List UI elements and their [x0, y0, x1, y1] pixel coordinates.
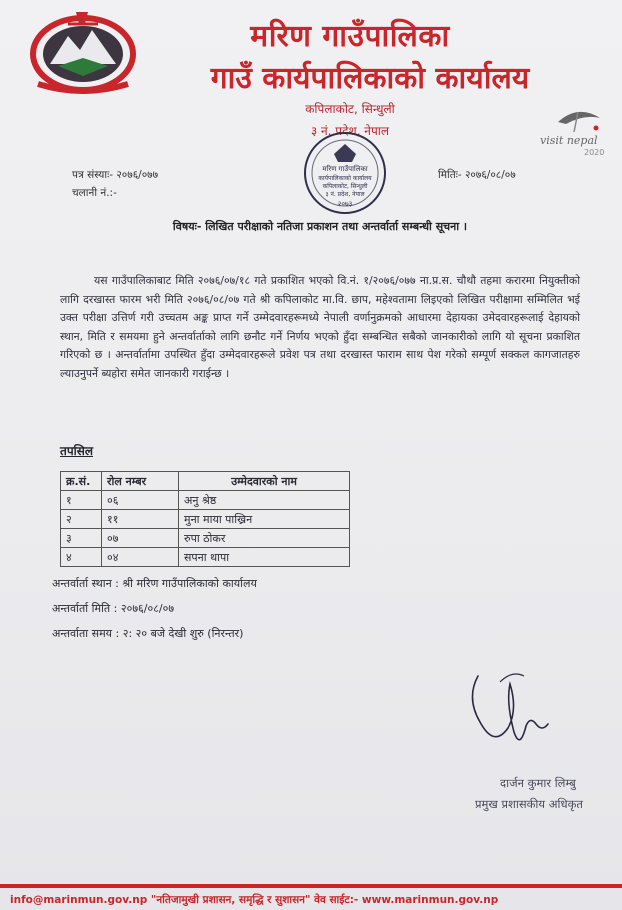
name-cell: मुना माया पाख्रिन — [179, 510, 350, 529]
details-label: तपसिल — [60, 444, 94, 458]
seal-text-line4: ३ नं. प्रदेश, नेपाल — [325, 191, 365, 198]
signatory-name: दार्जन कुमार लिम्बु — [500, 776, 576, 790]
letter-reference-number: पत्र संस्याः- २०७६/०७७ — [72, 169, 159, 181]
interview-date: अन्तर्वार्ता मिति : २०७६/०८/०७ — [52, 602, 175, 615]
name-cell: रुपा ठोकर — [179, 529, 350, 548]
office-title-line2: गाउँ कार्यपालिकाको कार्यालय — [210, 61, 530, 96]
table-row — [61, 510, 350, 529]
nepal-emblem-logo — [28, 6, 138, 94]
seal-text-line3: कपिलाकोट, सिन्धुली — [322, 183, 368, 190]
signature-mark — [460, 662, 560, 762]
roll-cell: ११ — [102, 510, 179, 529]
seal-text-line2: कार्यपालिकाको कार्यालय — [318, 175, 372, 182]
interview-location: अन्तर्वार्ता स्थान : श्री मरिण गाउँपालिकाको कार्यालय — [52, 577, 257, 590]
letter-subject: विषयः- लिखित परीक्षाको नतिजा प्रकाशन तथा अन्तर्वार्ता सम्बन्धी सूचना । — [172, 220, 468, 233]
dispatch-number: चलानी नं.:- — [72, 187, 117, 199]
letter-body: यस गाउँपालिकाबाट मिति २०७६/०७/१८ गते प्रकाशित भएको वि.नं. १/२०७६/०७७ ना.प्र.स. चौथौ तहमा करारमा नियुक्तीको लागि दरखास्त फारम भरी मिति २०७६/०८/०७ गते श्री कपिलाकोट मा.वि. छाप, महेश्वतामा लिइएको लिखित परीक्षामा सम्मिलित भई उक्त परीक्षा उत्तिर्ण गरी उच्चतम अङ्क प्राप्त गर्ने उम्मेदवारहरूमध्ये नेपाली वर्णानुक्रमको आधारमा देहायका उमेदवारहरूलाई देहायको स्थान, मिति र समयमा हुने अन्तर्वार्ताको लागि छनौट गर्ने निर्णय भएको हुँदा सम्बन्धित सबैको जानकारीको लागि यो सूचना प्रकाशित गरिएको छ । अन्तर्वार्तामा उपस्थित हुँदा उम्मेदवारहरूले प्रवेश पत्र तथा दरखास्त फाराम साथ पेश गरेको सम्पूर्ण सक्कल कागजातहरु ल्याउनुपर्ने ब्यहोरा समेत जानकारी गराईन्छ । — [60, 274, 580, 380]
candidate-table — [60, 471, 350, 567]
roll-cell: ०६ — [102, 491, 179, 510]
office-address-line1: कपिलाकोट, सिन्धुली — [305, 102, 395, 116]
serial-cell: १ — [61, 491, 102, 510]
office-address-line2: ३ नं. प्रदेश, नेपाल — [310, 124, 390, 138]
signatory-title: प्रमुख प्रशासकीय अधिकृत — [475, 797, 583, 811]
col-roll-header: रोल नम्बर — [102, 472, 179, 491]
col-name-header: उम्मेदवारको नाम — [179, 472, 350, 491]
table-row — [61, 491, 350, 510]
visit-nepal-logo — [536, 100, 618, 160]
interview-time: अन्तर्वाता समय : २: २० बजे देखी शुरु (निरन्तर) — [52, 627, 244, 640]
serial-cell: ४ — [61, 548, 102, 567]
letter-date: मितिः- २०७६/०८/०७ — [438, 169, 516, 181]
roll-cell: ०४ — [102, 548, 179, 567]
footer-divider — [0, 884, 622, 888]
serial-cell: ३ — [61, 529, 102, 548]
serial-cell: २ — [61, 510, 102, 529]
seal-text-line1: मरिण गाउँपालिका — [322, 165, 368, 173]
col-serial-header: क्र.सं. — [61, 472, 102, 491]
table-header-row — [61, 472, 350, 491]
table-row — [61, 548, 350, 567]
table-row — [61, 529, 350, 548]
name-cell: अनु श्रेष्ठ — [179, 491, 350, 510]
name-cell: सपना थापा — [179, 548, 350, 567]
footer-contact: info@marinmun.gov.np "नतिजामुखी प्रशासन, समृद्धि र सुशासन" वेव साईट:- www.marinmun.gov.np — [10, 894, 499, 906]
visit-nepal-text: visit nepal — [540, 134, 598, 147]
visit-nepal-year: 2020 — [584, 148, 605, 157]
seal-year: २०७३ — [337, 200, 353, 208]
office-title-line1: मरिण गाउँपालिका — [250, 19, 450, 54]
roll-cell: ०७ — [102, 529, 179, 548]
office-seal-stamp — [300, 126, 390, 220]
